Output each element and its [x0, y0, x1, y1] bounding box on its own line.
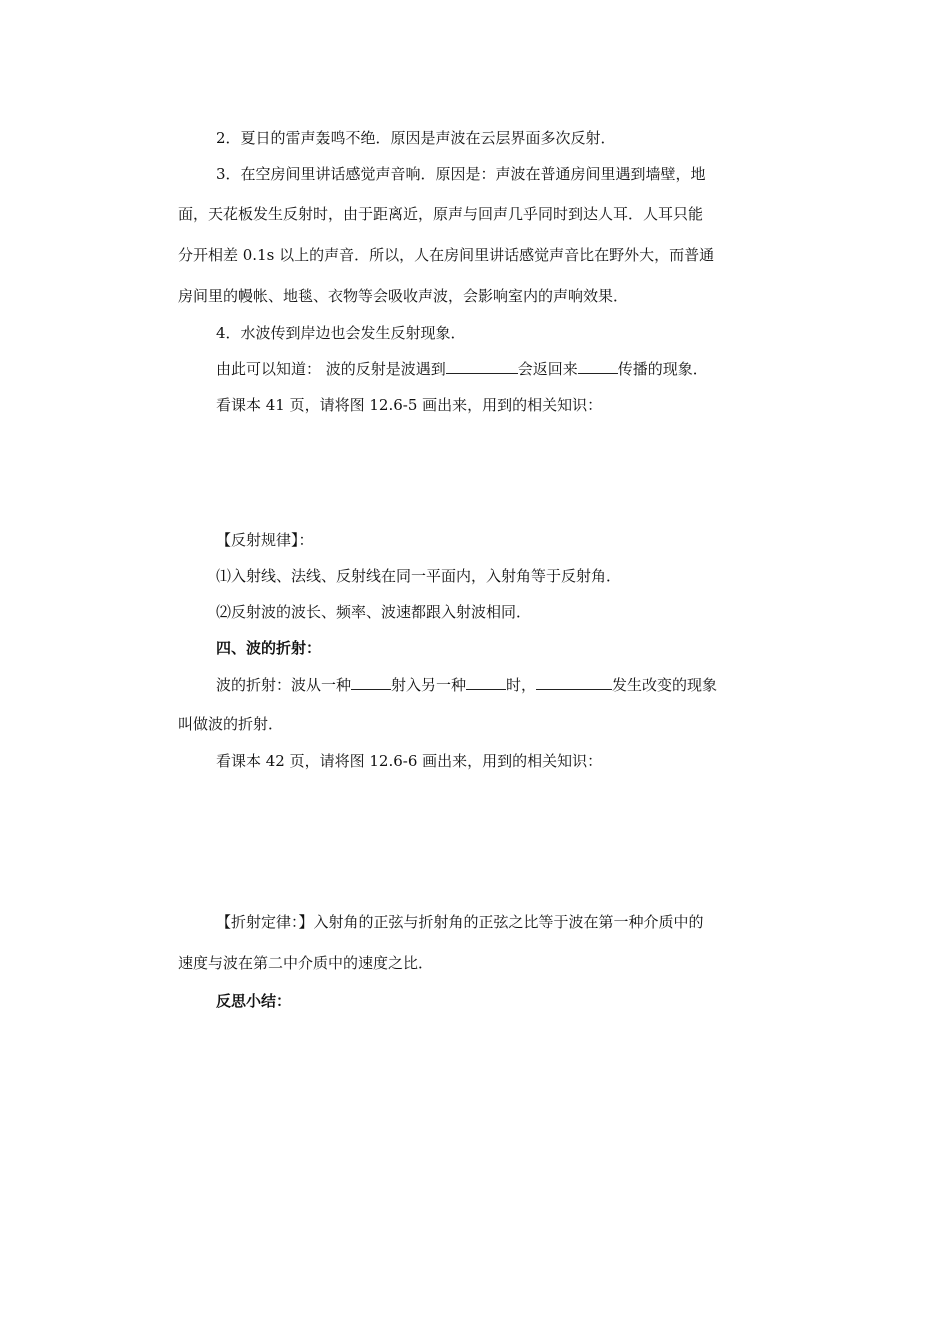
refraction-textbook-note: 看课本 42 页，请将图 12.6-6 画出来，用到的相关知识：	[216, 752, 603, 770]
reflection-def-text-c: 传播的现象．	[617, 360, 708, 378]
refraction-definition	[216, 675, 717, 695]
reflection-textbook-note: 看课本 41 页，请将图 12.6-5 画出来，用到的相关知识：	[216, 396, 603, 414]
reflection-def-text-b: 会返回来	[517, 360, 578, 378]
blank-field[interactable]	[446, 359, 518, 374]
blank-field[interactable]	[536, 675, 612, 690]
item-2: 2．夏日的雷声轰鸣不绝．原因是声波在云层界面多次反射．	[216, 129, 616, 147]
refraction-heading: 四、波的折射：	[216, 639, 322, 657]
reflection-law-2: ⑵反射波的波长、频率、波速都跟入射波相同．	[216, 603, 532, 621]
reflection-definition	[216, 359, 708, 379]
item-3-line-4: 房间里的幔帐、地毯、衣物等会吸收声波，会影响室内的声响效果．	[178, 287, 629, 305]
refraction-def-text-c: 时，	[506, 676, 537, 694]
refraction-law-line-1: 【折射定律：】入射角的正弦与折射角的正弦之比等于波在第一种介质中的	[216, 913, 704, 931]
blank-field[interactable]	[578, 359, 618, 374]
item-3-line-2: 面，天花板发生反射时，由于距离近，原声与回声几乎同时到达人耳．人耳只能	[178, 205, 704, 223]
refraction-law-line-2: 速度与波在第二中介质中的速度之比．	[178, 954, 434, 972]
blank-field[interactable]	[351, 675, 391, 690]
refraction-def-text-d: 发生改变的现象	[612, 676, 718, 694]
item-4: 4．水波传到岸边也会发生反射现象．	[216, 324, 466, 342]
refraction-definition-line-2: 叫做波的折射．	[178, 715, 284, 733]
reflection-law-heading: 【反射规律】：	[216, 531, 314, 549]
refraction-def-text-a: 波的折射：波从一种	[216, 676, 352, 694]
item-3-line-1: 3．在空房间里讲话感觉声音响．原因是：声波在普通房间里遇到墙壁，地	[216, 165, 706, 183]
reflection-def-text-a: 由此可以知道： 波的反射是波遇到	[216, 360, 446, 378]
item-3-line-3: 分开相差 0.1s 以上的声音．所以，人在房间里讲话感觉声音比在野外大，而普通	[178, 246, 715, 264]
blank-field[interactable]	[466, 675, 506, 690]
summary-heading: 反思小结：	[216, 992, 292, 1010]
refraction-def-text-b: 射入另一种	[391, 676, 467, 694]
reflection-law-1: ⑴入射线、法线、反射线在同一平面内，入射角等于反射角．	[216, 567, 622, 585]
